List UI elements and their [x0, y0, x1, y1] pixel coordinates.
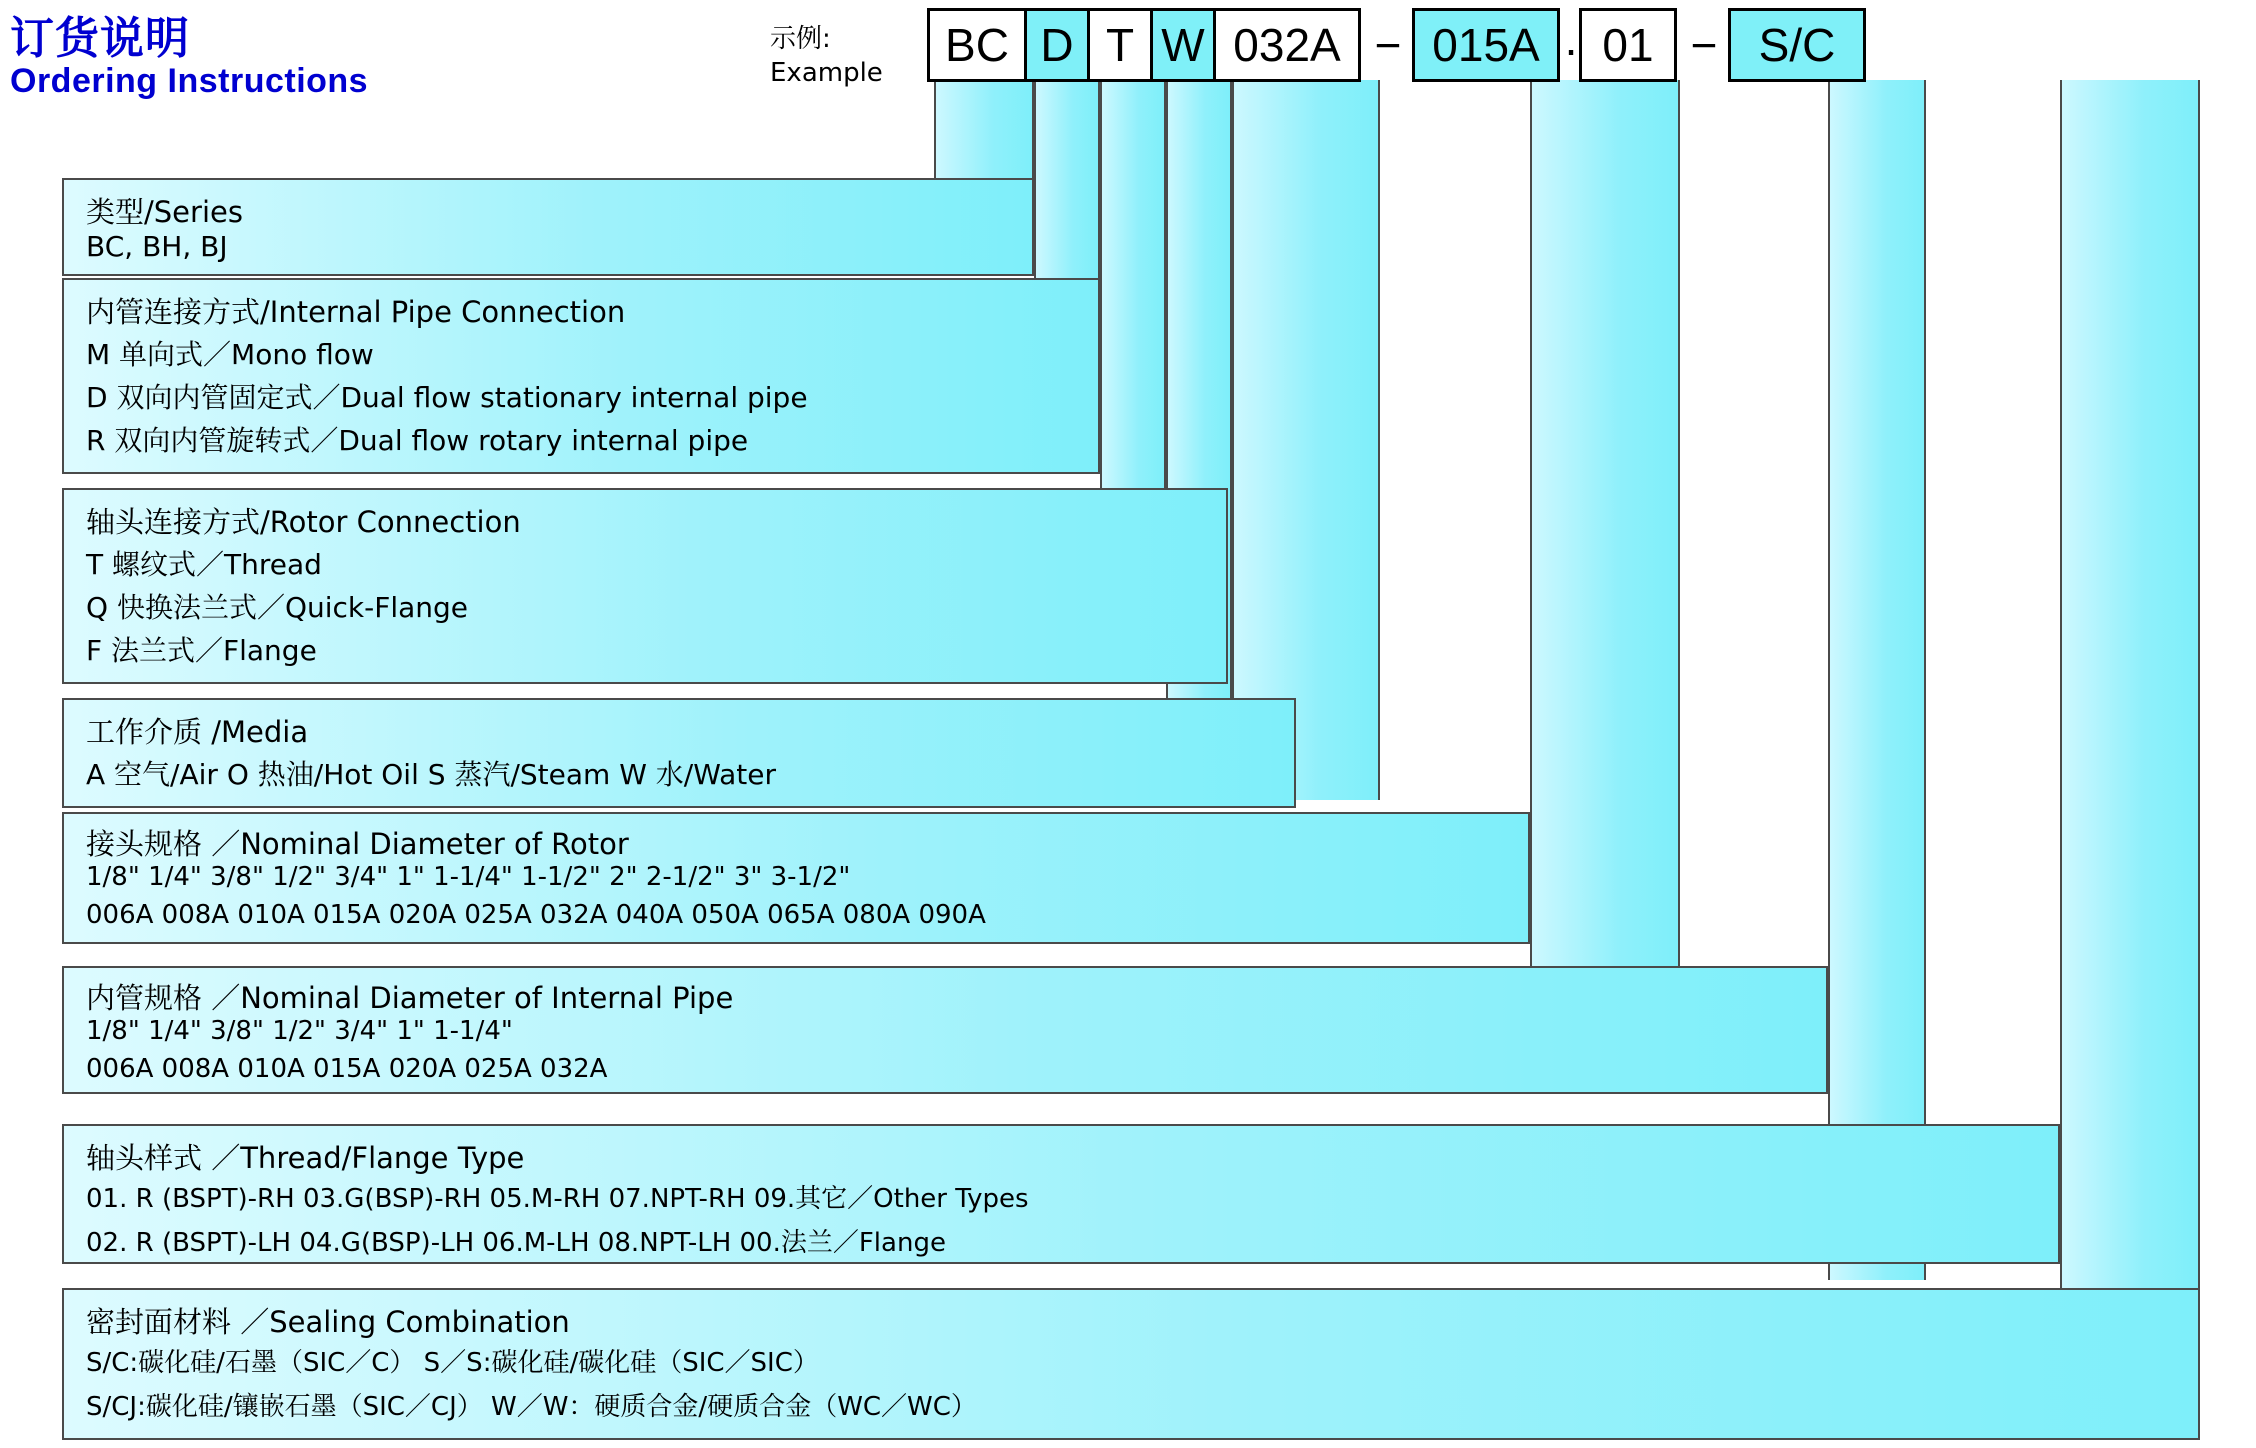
example-code-row: [930, 8, 1866, 82]
block-rotor-connection-line-2: F 法兰式／Flange: [86, 634, 317, 667]
block-internal-pipe-connection-line-1: D 双向内管固定式／Dual flow stationary internal pipe: [86, 381, 808, 414]
block-media-line-0: A 空气/Air O 热油/Hot Oil S 蒸汽/Steam W 水/Water: [86, 758, 776, 791]
block-sealing-combination-title: 密封面材料 ／Sealing Combination: [86, 1305, 570, 1339]
code-separator-1: −: [1374, 19, 1402, 71]
block-rotor-connection-line-0: T 螺纹式／Thread: [86, 548, 322, 581]
block-internal-pipe-connection-title: 内管连接方式/Internal Pipe Connection: [86, 295, 626, 329]
code-cell-flow: D: [1024, 8, 1090, 82]
block-nominal-diameter-internal-pipe-line-1: 006A 008A 010A 015A 020A 025A 032A: [86, 1054, 608, 1084]
block-thread-flange-type-line-1: 02. R (BSPT)-LH 04.G(BSP)-LH 06.M-LH 08.NPT-LH 00.法兰／Flange: [86, 1228, 946, 1258]
block-nominal-diameter-rotor-line-1: 006A 008A 010A 015A 020A 025A 032A 040A 050A 065A 080A 090A: [86, 900, 986, 930]
block-thread-flange-type-title: 轴头样式 ／Thread/Flange Type: [86, 1141, 525, 1175]
block-nominal-diameter-internal-pipe-title: 内管规格 ／Nominal Diameter of Internal Pipe: [86, 981, 734, 1015]
block-media-title: 工作介质 /Media: [86, 715, 309, 749]
connector-strip-sealing: [2060, 80, 2200, 1290]
block-nominal-diameter-rotor: [62, 812, 1530, 944]
block-thread-flange-type: [62, 1124, 2060, 1264]
block-rotor-connection-title: 轴头连接方式/Rotor Connection: [86, 505, 521, 539]
block-internal-pipe-connection-line-2: R 双向内管旋转式／Dual flow rotary internal pipe: [86, 424, 749, 457]
connector-strip-series: [934, 80, 1034, 190]
block-sealing-combination: [62, 1288, 2200, 1440]
block-nominal-diameter-internal-pipe-line-0: 1/8" 1/4" 3/8" 1/2" 3/4" 1" 1-1/4": [86, 1016, 513, 1046]
code-separator-2: −: [1690, 19, 1718, 71]
code-dot: ·: [1563, 23, 1579, 75]
block-series-line-0: BC, BH, BJ: [86, 230, 228, 263]
code-cell-sealing: S/C: [1728, 8, 1866, 82]
block-nominal-diameter-rotor-line-0: 1/8" 1/4" 3/8" 1/2" 3/4" 1" 1-1/4" 1-1/2" 2" 2-1/2" 3" 3-1/2": [86, 862, 851, 892]
connector-strip-internal-pipe: [1530, 80, 1680, 1055]
block-nominal-diameter-internal-pipe: [62, 966, 1828, 1094]
connector-strip-flow: [1034, 80, 1100, 285]
code-cell-series: BC: [927, 8, 1027, 82]
page-title-zh: 订货说明: [10, 13, 190, 64]
block-nominal-diameter-rotor-title: 接头规格 ／Nominal Diameter of Rotor: [86, 827, 629, 861]
block-series: [62, 178, 1034, 276]
block-sealing-combination-line-0: S/C:碳化硅/石墨（SIC／C） S／S:碳化硅/碳化硅（SIC／SIC）: [86, 1348, 819, 1378]
block-media: [62, 698, 1296, 808]
connector-strip-thread: [1828, 80, 1926, 1280]
connector-strip-diameter: [1232, 80, 1380, 800]
block-internal-pipe-connection: [62, 278, 1100, 474]
connector-strip-rotor: [1100, 80, 1166, 495]
block-thread-flange-type-line-0: 01. R (BSPT)-RH 03.G(BSP)-RH 05.M-RH 07.NPT-RH 09.其它／Other Types: [86, 1184, 1029, 1214]
page-title-en: Ordering Instructions: [10, 62, 369, 100]
block-sealing-combination-line-1: S/CJ:碳化硅/镶嵌石墨（SIC／CJ） W／W：硬质合金/硬质合金（WC／WC）: [86, 1392, 977, 1422]
example-label-en: Example: [770, 58, 883, 88]
example-label-zh: 示例:: [770, 24, 831, 54]
code-cell-rotor: T: [1087, 8, 1153, 82]
block-internal-pipe-connection-line-0: M 单向式／Mono flow: [86, 338, 374, 371]
example-label: [770, 22, 883, 90]
code-cell-pipe-diameter: 015A: [1412, 8, 1560, 82]
code-cell-media: W: [1150, 8, 1216, 82]
code-cell-rotor-diameter: 032A: [1213, 8, 1361, 82]
block-series-title: 类型/Series: [86, 195, 243, 229]
block-rotor-connection-line-1: Q 快换法兰式／Quick-Flange: [86, 591, 469, 624]
block-rotor-connection: [62, 488, 1228, 684]
code-cell-thread-type: 01: [1579, 8, 1677, 82]
